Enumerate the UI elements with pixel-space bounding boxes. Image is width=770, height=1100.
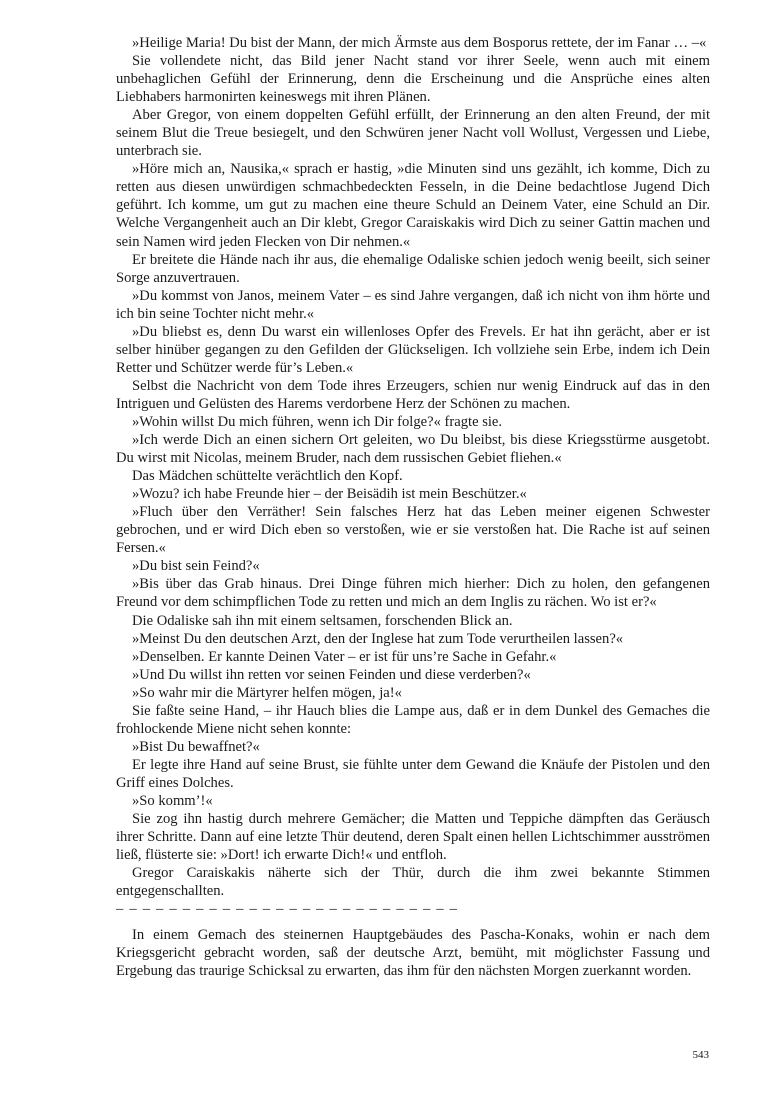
paragraph: Selbst die Nachricht von dem Tode ihres Erzeugers, schien nur wenig Eindruck auf das in den Intriguen und Gelüsten des Harems verdorbene Herz der Schönen zu machen. — [116, 377, 710, 412]
paragraph: Die Odaliske sah ihn mit einem seltsamen, forschenden Blick an. — [132, 612, 513, 629]
page-number: 543 — [692, 1049, 709, 1061]
paragraph: Er breitete die Hände nach ihr aus, die ehemalige Odaliske schien jedoch wenig beeilt, sich seiner Sorge anzuvertrauen. — [116, 251, 710, 286]
paragraph: Das Mädchen schüttelte verächtlich den Kopf. — [132, 468, 403, 485]
paragraph: »Bis über das Grab hinaus. Drei Dinge führen mich hierher: Dich zu holen, den gefangenen Freund vor dem schimpflichen Tode zu retten und mich an dem Inglis zu rächen. Wo ist er?« — [116, 576, 710, 611]
closing-paragraph: In einem Gemach des steinernen Hauptgebäudes des Pascha-Konaks, wohin er nach dem Kriegsgericht gebracht worden, saß der deutsche Arzt, bemüht, mit möglichster Fassung und Ergebung das traurige Schicksal zu erwarten, das ihm für den nächsten Morgen zuerkannt worden. — [116, 927, 710, 980]
paragraph: »Wozu? ich habe Freunde hier – der Beisädih ist mein Beschützer.« — [132, 486, 527, 503]
paragraph: Aber Gregor, von einem doppelten Gefühl erfüllt, der Erinnerung an den alten Freund, der mit seinem Blut die Treue besiegelt, und den Schwüren jener Nacht voll Wollust, Vergessen und Liebe, unterbrach sie. — [116, 107, 710, 160]
paragraph: »Denselben. Er kannte Deinen Vater – er ist für uns’re Sache in Gefahr.« — [132, 648, 557, 665]
paragraph: »Wohin willst Du mich führen, wenn ich Dir folge?« fragte sie. — [132, 413, 503, 430]
page-body — [116, 34, 710, 980]
paragraph: »Meinst Du den deutschen Arzt, den der Inglese hat zum Tode verurtheilen lassen?« — [132, 630, 624, 647]
paragraph: »Du bist sein Feind?« — [132, 558, 260, 575]
paragraph: Sie zog ihn hastig durch mehrere Gemächer; die Matten und Teppiche dämpften das Geräusch ihrer Schritte. Dann auf eine letzte Thür deutend, deren Spalt einen hellen Lichtschimmer ausströmen ließ, flüsterte sie: »Dort! ich erwarte Dich!« und entfloh. — [116, 811, 710, 864]
paragraph: »Bist Du bewaffnet?« — [132, 738, 260, 755]
section-separator: – – – – – – – – – – – – – – – – – – – – – – – – – – — [116, 901, 459, 918]
paragraph: »Du kommst von Janos, meinem Vater – es sind Jahre vergangen, daß ich nicht von ihm hörte und ich bin seine Tochter nicht mehr.« — [116, 287, 710, 322]
paragraph: »Heilige Maria! Du bist der Mann, der mich Ärmste aus dem Bosporus rettete, der im Fanar … –« — [132, 35, 707, 51]
paragraph: »Du bliebst es, denn Du warst ein willenloses Opfer des Frevels. Er hat ihn gerächt, aber er ist selber hinüber gegangen zu den Gefilden der Glückseligen. Ich vollziehe sein Erbe, indem ich Dein Retter und Schützer werde für’s Leben.« — [116, 323, 710, 376]
paragraph: »Höre mich an, Nausika,« sprach er hastig, »die Minuten sind uns gezählt, ich komme, Dich zu retten aus diesen unwürdigen schmachbedeckten Fesseln, in die Deine bedachtlose Jugend Dich geführt. Ich komme, um gut zu machen eine theure Schuld an Deinem Vater, eine Schuld an Dir. Welche Vergangenheit auch an Dir klebt, Gregor Caraiskakis wird Dich zu seiner Gattin machen und sein Namen wird jeden Flecken von Dir nehmen.« — [116, 161, 710, 250]
paragraph: »Fluch über den Verräther! Sein falsches Herz hat das Leben meiner eigenen Schwester gebrochen, und er wird Dich eben so verstoßen, wie er sie verstoßen hat. Die Rache ist auf seinen Fersen.« — [116, 504, 710, 557]
paragraph: »Und Du willst ihn retten vor seinen Feinden und diese verderben?« — [132, 666, 531, 683]
paragraph: Sie vollendete nicht, das Bild jener Nacht stand vor ihrer Seele, wenn auch mit einem unbehaglichen Gefühl der Erinnerung, denn die Erscheinung und die Ansprüche eines alten Liebhabers harmonirten keineswegs mit ihren Plänen. — [116, 53, 710, 106]
paragraph: »So wahr mir die Märtyrer helfen mögen, ja!« — [132, 684, 402, 701]
paragraph: Gregor Caraiskakis näherte sich der Thür, durch die ihm zwei bekannte Stimmen entgegenschallten. — [116, 865, 710, 900]
paragraph: Sie faßte seine Hand, – ihr Hauch blies die Lampe aus, daß er in dem Dunkel des Gemaches die frohlockende Miene nicht sehen konnte: — [116, 702, 710, 737]
paragraph: »So komm’!« — [132, 792, 213, 809]
paragraph: Er legte ihre Hand auf seine Brust, sie fühlte unter dem Gewand die Knäufe der Pistolen und den Griff eines Dolches. — [116, 756, 710, 791]
paragraph: »Ich werde Dich an einen sichern Ort geleiten, wo Du bleibst, bis diese Kriegsstürme ausgetobt. Du wirst mit Nicolas, meinem Bruder, nach dem russischen Gebiet fliehen.« — [116, 432, 710, 467]
